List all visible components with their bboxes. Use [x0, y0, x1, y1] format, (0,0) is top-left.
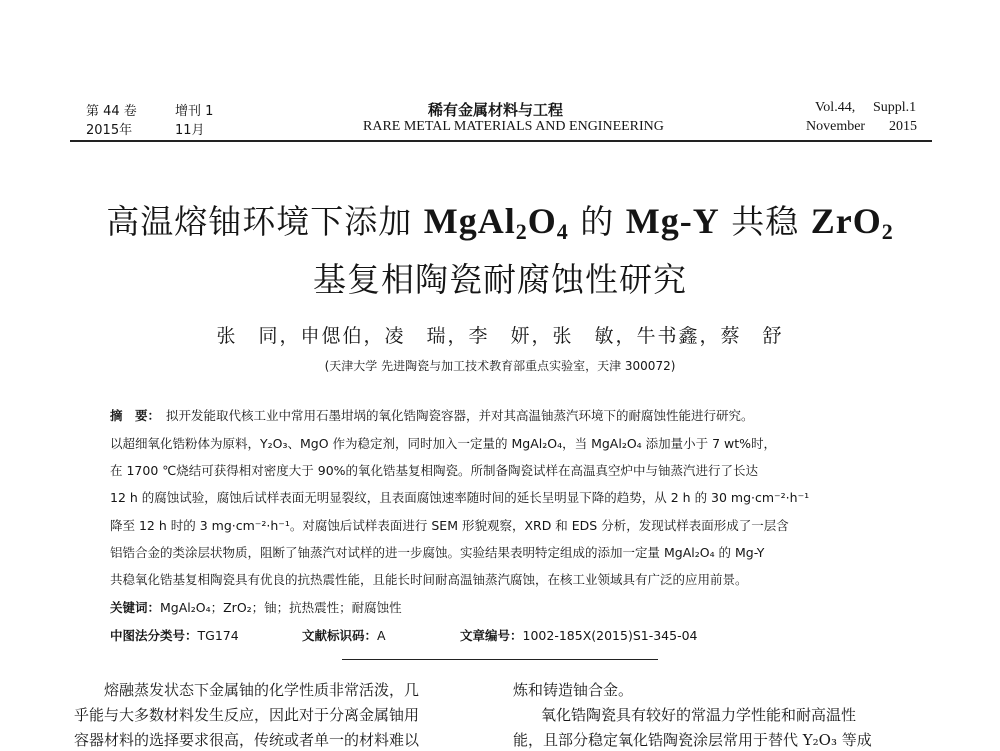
body-left-line: 熔融蒸发状态下金属铀的化学性质非常活泼，几	[104, 681, 420, 699]
keywords: 关键词：MgAl₂O₄；ZrO₂；铀；抗热震性；耐腐蚀性	[110, 600, 402, 615]
abstract-line: 以超细氧化锆粉体为原料，Y₂O₃、MgO 作为稳定剂，同时加入一定量的 MgAl₂O₄，当 MgAl₂O₄ 添加量小于 7 wt%时，	[110, 436, 777, 451]
abstract-line: 共稳氧化锆基复相陶瓷具有优良的抗热震性能，且能长时间耐高温铀蒸汽腐蚀，在核工业领域具有广泛的应用前景。	[110, 572, 748, 587]
header-month-en: November	[806, 119, 866, 134]
header-month-cn: 11月	[175, 123, 205, 138]
section-divider	[342, 659, 658, 660]
header-year-cn: 2015年	[86, 123, 133, 138]
paper-title-line-2: 基复相陶瓷耐腐蚀性研究	[313, 260, 687, 299]
article-number: 文章编号：1002-185X(2015)S1-345-04	[460, 628, 698, 643]
clc-number: 中图法分类号：TG174	[110, 628, 239, 643]
author-list: 张 同，申偲伯，凌 瑞，李 妍，张 敏，牛书鑫，蔡 舒	[216, 325, 784, 347]
keywords-label: 关键词：	[110, 600, 161, 615]
header-volume-cn: 第 44 卷	[86, 104, 137, 119]
header-supplement-en: Suppl.1	[873, 100, 917, 115]
body-left-line: 容器材料的选择要求很高，传统或者单一的材料难以	[74, 731, 420, 749]
paper-title-line-1: 高温熔铀环境下添加 $MgAl_2O_4$ 的 Mg-Y 共稳 ZrO$_2$	[106, 201, 894, 244]
body-right-line: 炼和铸造铀合金。	[513, 681, 634, 699]
abstract-line: 铝锆合金的类涂层状物质，阻断了铀蒸汽对试样的进一步腐蚀。实验结果表明特定组成的添加一定量 MgAl₂O₄ 的 Mg-Y	[110, 545, 765, 560]
journal-title-en: RARE METAL MATERIALS AND ENGINEERING	[363, 119, 664, 134]
header-year-en: 2015	[889, 119, 917, 134]
journal-title-cn: 稀有金属材料与工程	[428, 101, 564, 119]
header-rule	[70, 140, 932, 142]
body-right-line: 能，且部分稳定氧化锆陶瓷涂层常用于替代 Y₂O₃ 等成	[513, 731, 872, 749]
document-code: 文献标识码：A	[302, 628, 386, 643]
header-supplement-cn: 增刊 1	[175, 104, 214, 119]
body-left-line: 乎能与大多数材料发生反应，因此对于分离金属铀用	[74, 706, 420, 724]
abstract-label: 摘 要：	[110, 408, 161, 423]
abstract-line: 12 h 的腐蚀试验，腐蚀后试样表面无明显裂纹，且表面腐蚀速率随时间的延长呈明显下降的趋势，从 2 h 的 30 mg·cm⁻²·h⁻¹	[110, 490, 810, 505]
body-right-line: 氧化锆陶瓷具有较好的常温力学性能和耐高温性	[541, 706, 857, 724]
abstract-line: 在 1700 ℃烧结可获得相对密度大于 90%的氧化锆基复相陶瓷。所制备陶瓷试样在高温真空炉中与铀蒸汽进行了长达	[110, 463, 759, 478]
header-volume-en: Vol.44,	[815, 100, 856, 115]
abstract-line: 摘 要： 拟开发能取代核工业中常用石墨坩埚的氧化锆陶瓷容器，并对其高温铀蒸汽环境下的耐腐蚀性能进行研究。	[110, 408, 754, 423]
abstract-line: 降至 12 h 时的 3 mg·cm⁻²·h⁻¹。对腐蚀后试样表面进行 SEM 形貌观察，XRD 和 EDS 分析，发现试样表面形成了一层含	[110, 518, 789, 533]
affiliation: (天津大学 先进陶瓷与加工技术教育部重点实验室，天津 300072)	[324, 359, 676, 373]
